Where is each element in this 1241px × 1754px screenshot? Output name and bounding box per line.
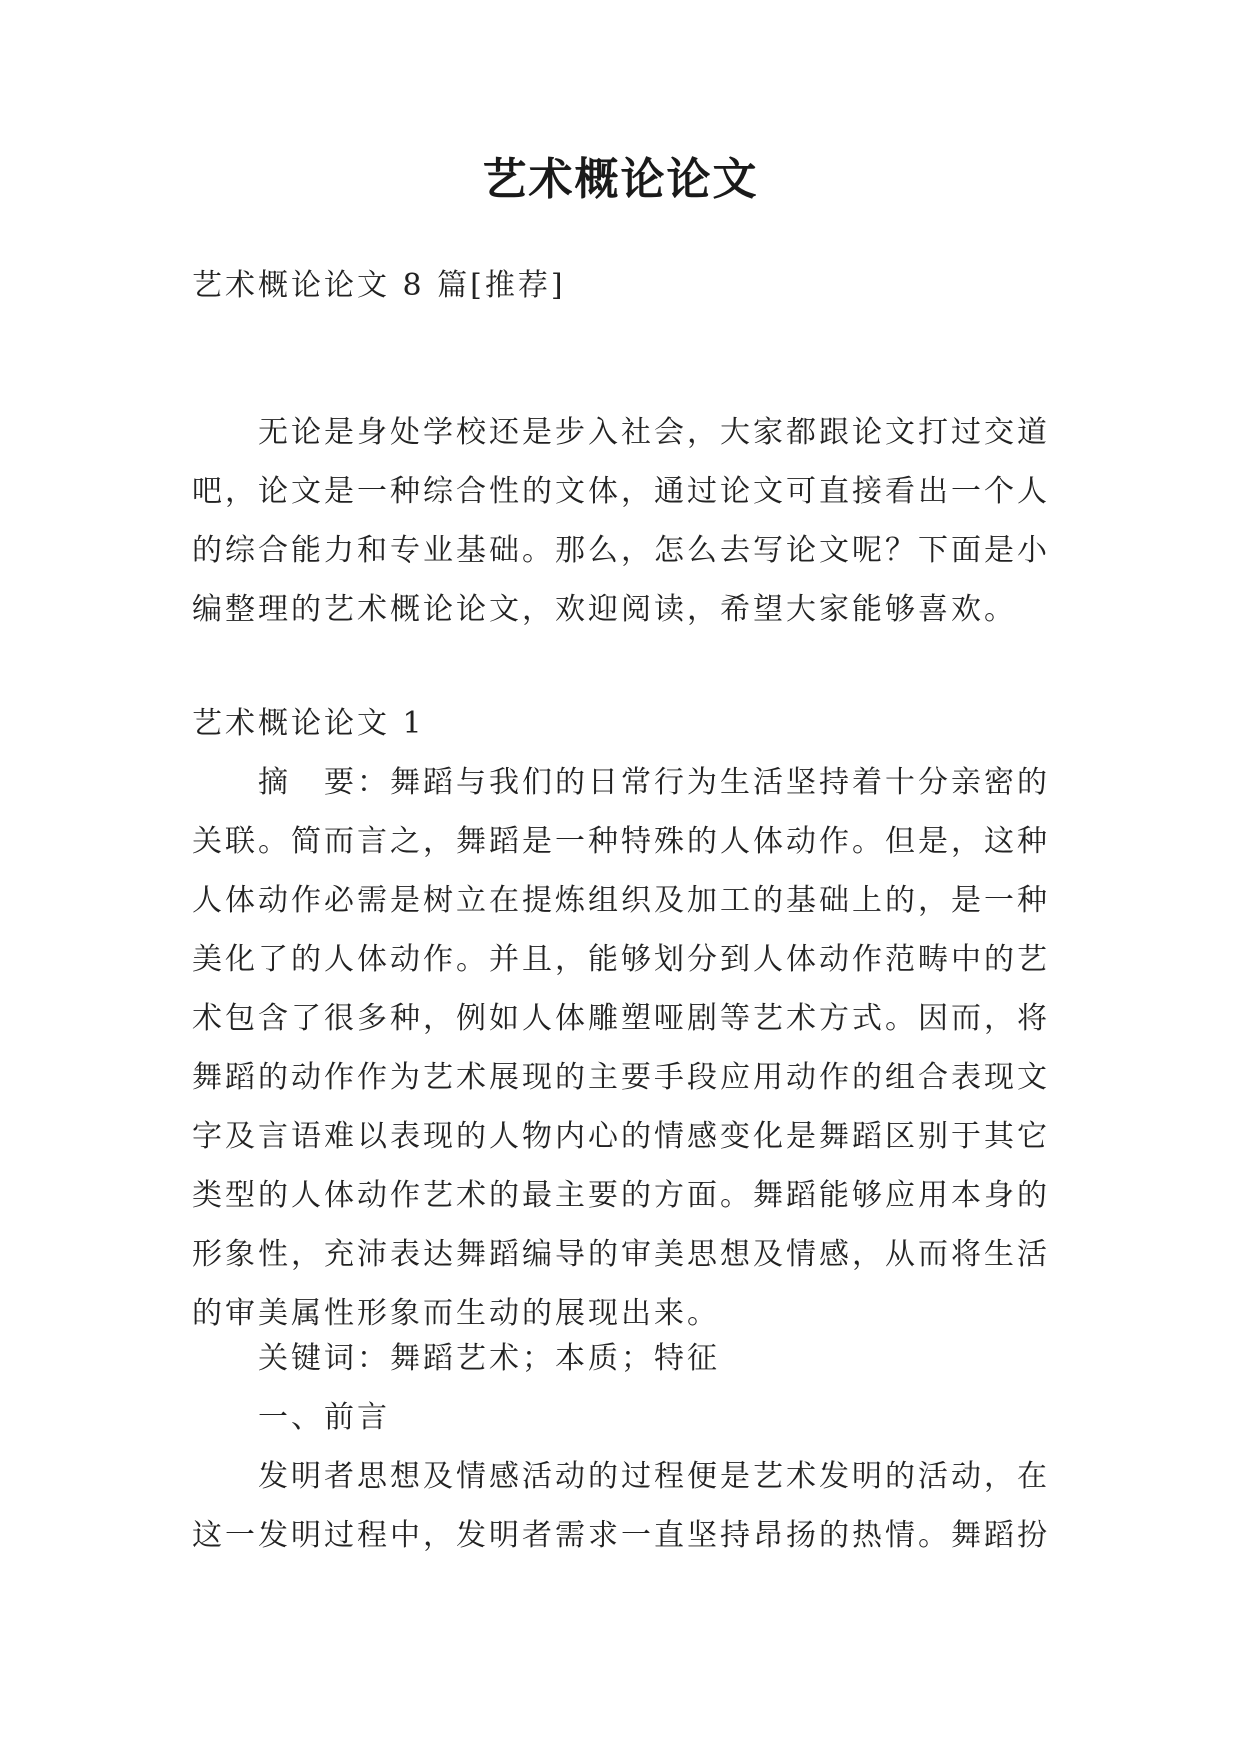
section-heading: 艺术概论论文 1 bbox=[192, 706, 425, 741]
abstract-paragraph: 摘 要：舞蹈与我们的日常行为生活坚持着十分亲密的关联。简而言之，舞蹈是一种特殊的人体动作。但是，这种人体动作必需是树立在提炼组织及加工的基础上的，是一种美化了的人体动作。并且，能够划分到人体动作范畴中的艺术包含了很多种，例如人体雕塑哑剧等艺术方式。因而，将舞蹈的动作作为艺术展现的主要手段应用动作的组合表现文字及言语难以表现的人物内心的情感变化是舞蹈区别于其它类型的人体动作艺术的最主要的方面。舞蹈能够应用本身的形象性，充沛表达舞蹈编导的审美思想及情感，从而将生活的审美属性形象而生动的展现出来。 bbox=[192, 765, 1050, 1331]
body-paragraph: 发明者思想及情感活动的过程便是艺术发明的活动，在这一发明过程中，发明者需求一直坚持昂扬的热情。舞蹈扮 bbox=[192, 1459, 1050, 1553]
preface-heading: 一、前言 bbox=[258, 1400, 390, 1435]
document-subtitle: 艺术概论论文 8 篇[推荐] bbox=[192, 268, 566, 303]
document-title: 艺术概论论文 bbox=[482, 154, 759, 205]
keywords-line: 关键词：舞蹈艺术；本质；特征 bbox=[258, 1341, 720, 1376]
intro-paragraph: 无论是身处学校还是步入社会，大家都跟论文打过交道吧，论文是一种综合性的文体，通过论文可直接看出一个人的综合能力和专业基础。那么，怎么去写论文呢？下面是小编整理的艺术概论论文，欢迎阅读，希望大家能够喜欢。 bbox=[192, 415, 1050, 627]
